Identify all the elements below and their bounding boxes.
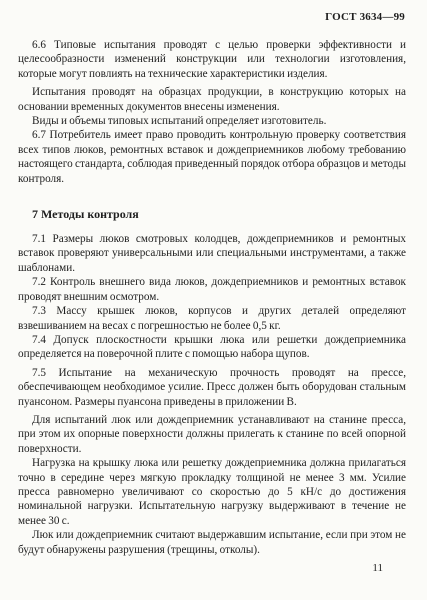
document-body [18,38,406,557]
section-title: 7 Методы контроля [32,207,139,222]
paragraph-7-5-a: 7.5 Испытание на механическую прочность проводят на прессе, обеспечивающем необходимое усилие. Пресс должен быть оборудован стальным пуансоном. Размеры пуансона приведены в приложении В. [18,366,406,408]
paragraph-7-5-d: Люк или дождеприемник считают выдержавшим испытание, если при этом не будут обнаружены разрушения (трещины, отколы). [18,529,406,556]
paragraph-7-5-b: Для испытаний люк или дождеприемник устанавливают на станине пресса, при этом их опорные поверхности должны прилегать к станине по всей опорной поверхности. [18,413,406,455]
paragraph-7-4: 7.4 Допуск плоскостности крышки люка или решетки дождеприемника определяется на поверочной плите с помощью набора щупов. [18,333,406,361]
paragraph-7-1: 7.1 Размеры люков смотровых колодцев, дождеприемников и ремонтных вставок проверяют универсальными или специальными инструментами, а также шаблонами. [18,233,406,274]
paragraph-6-6-b: Испытания проводят на образцах продукции, в конструкцию которых на основании временных документов внесены изменения. [18,86,406,113]
paragraph-7-3: 7.3 Массу крышек люков, корпусов и других деталей определяют взвешиванием на весах с погрешностью не более 0,5 кг. [18,305,406,332]
page-number: 11 [372,562,383,574]
paragraph-6-7: 6.7 Потребитель имеет право проводить контрольную проверку соответствия всех типов люков, ремонтных вставок и дождеприемников любому требованию настоящего стандарта, соблюдая приведенный порядок отбора образцов и методы контроля. [18,129,406,185]
paragraph-7-2: 7.2 Контроль внешнего вида люков, дождеприемников и ремонтных вставок проводят внешним осмотром. [18,276,406,303]
paragraph-7-5-c: Нагрузка на крышку люка или решетку дождеприемника должна прилагаться точно в середине через мягкую прокладку толщиной не менее 3 мм. Усилие пресса равномерно увеличивают со скоростью до 5 кН/с до достижения номинальной нагрузки. Испытательную нагрузку выдерживают в течение не менее 30 с. [18,457,406,527]
paragraph-6-6-c: Виды и объемы типовых испытаний определяет изготовитель. [32,115,327,128]
standard-header: ГОСТ 3634—99 [325,11,405,23]
paragraph-6-6-a: 6.6 Типовые испытания проводят с целью проверки эффективности и целесообразности изменений конструкции или технологии изготовления, которые могут повлиять на технические характеристики изделия. [18,39,406,80]
